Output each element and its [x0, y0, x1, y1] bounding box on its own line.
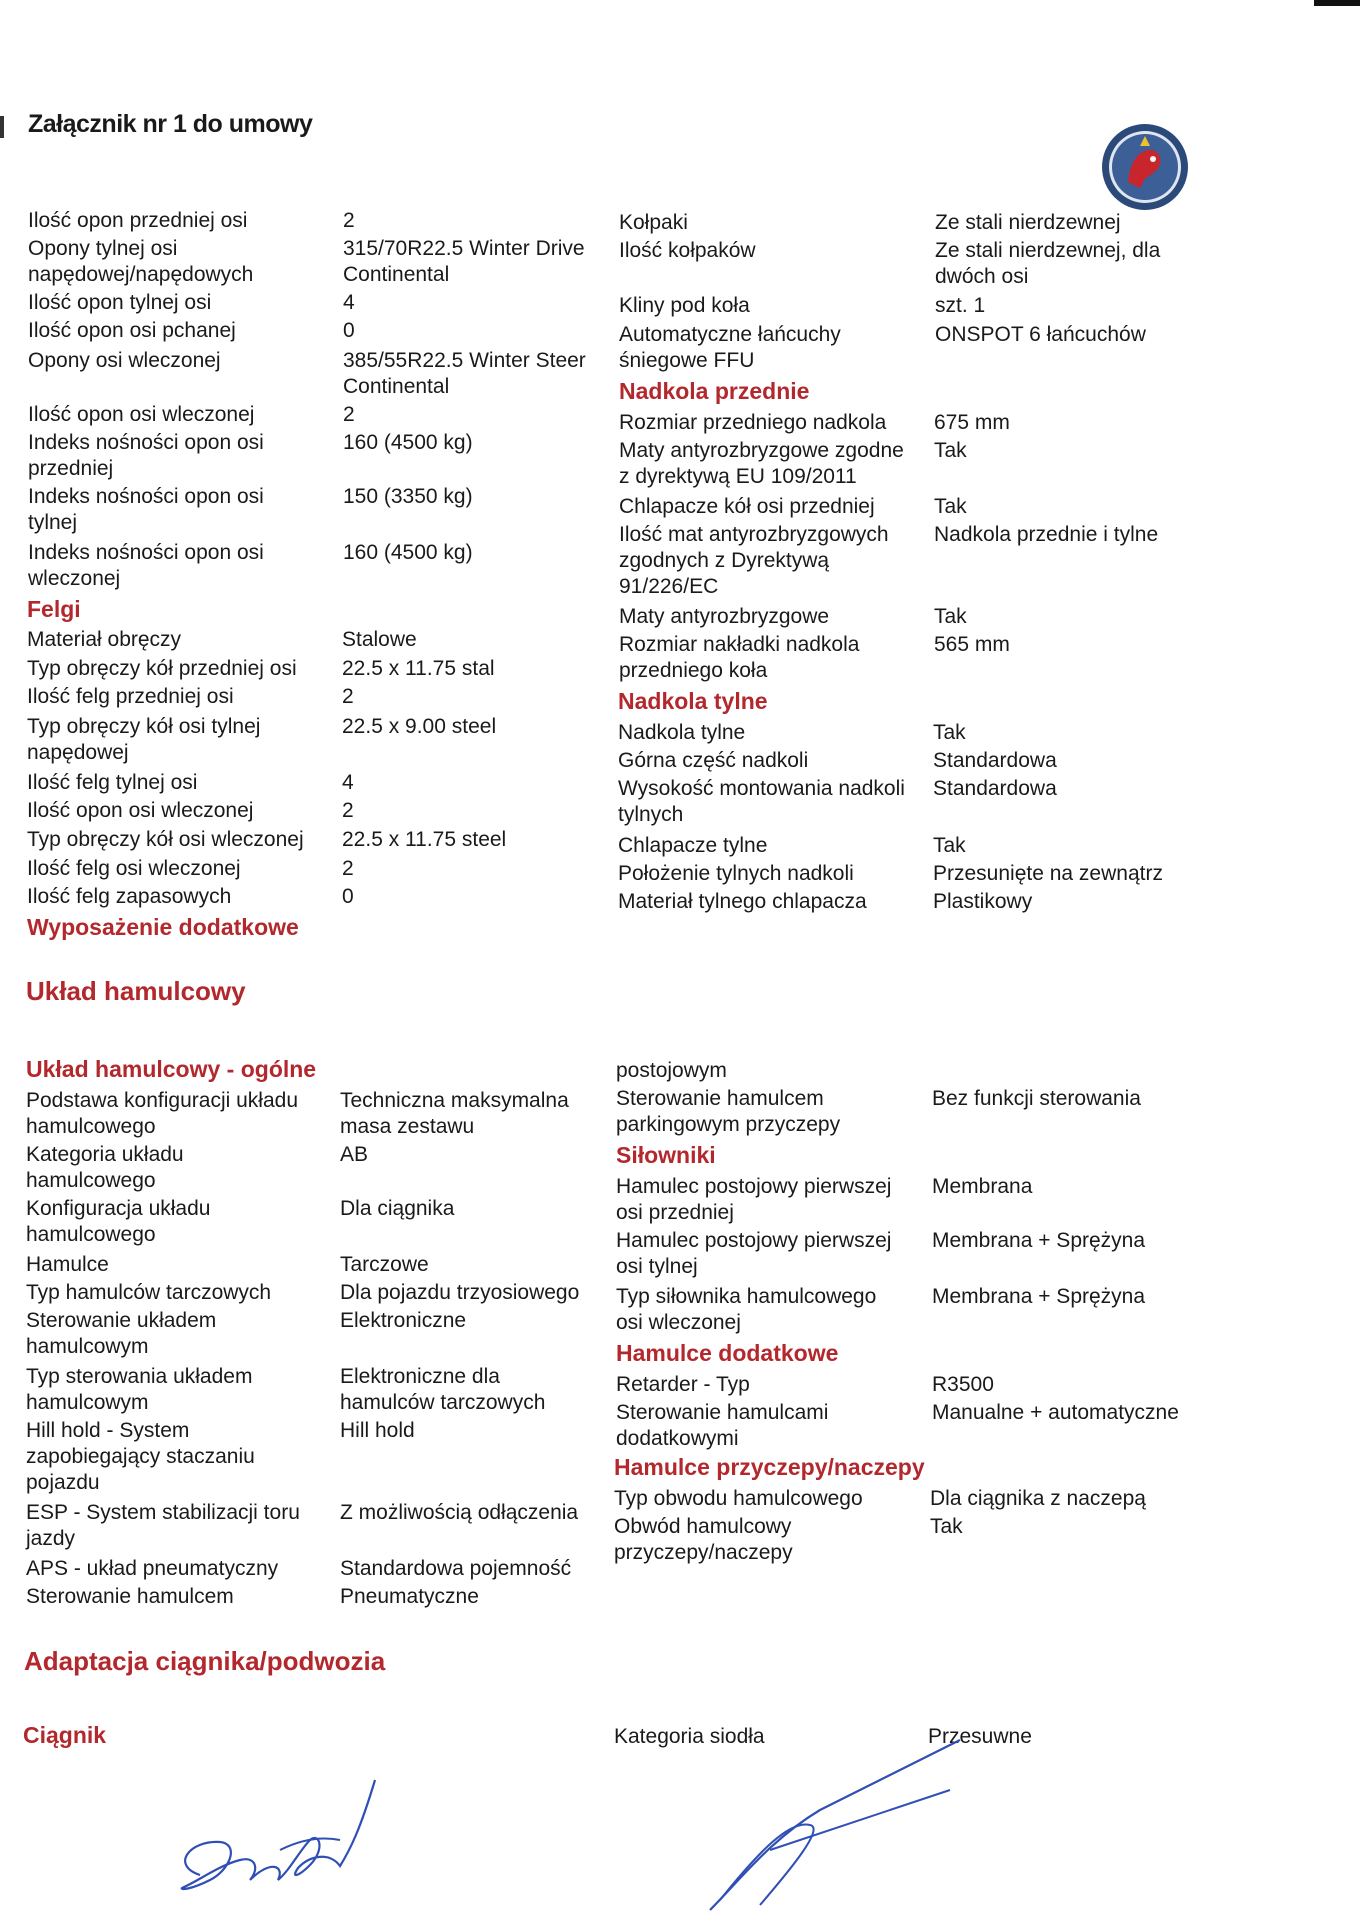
- rear-fender-row-value: Standardowa: [933, 777, 1057, 800]
- section-heading-felgi: Felgi: [27, 596, 81, 622]
- tire-row-label: Opony osi wleczonej: [28, 349, 221, 372]
- trailer-brake-row-label: Obwód hamulcowy: [614, 1515, 792, 1538]
- front-fender-row-label: Maty antyrozbryzgowe: [619, 605, 830, 628]
- equipment-row-value: Ze stali nierdzewnej, dla: [935, 239, 1161, 262]
- aux-brake-row-label: Retarder - Typ: [616, 1373, 750, 1396]
- tire-row-value: 160 (4500 kg): [343, 541, 473, 564]
- front-fender-row-label: Chlapacze kół osi przedniej: [619, 495, 875, 518]
- tire-row-value: Continental: [343, 263, 450, 286]
- equipment-row-label: Automatyczne łańcuchy: [619, 323, 841, 346]
- parking-brake-row-value: Bez funkcji sterowania: [932, 1087, 1141, 1110]
- brake-row-label: APS - układ pneumatyczny: [26, 1557, 279, 1580]
- brake-row-value: masa zestawu: [340, 1115, 475, 1138]
- front-fender-row-label: 91/226/EC: [619, 575, 719, 598]
- section-heading-nadkola-tylne: Nadkola tylne: [618, 688, 768, 714]
- brake-row-label: pojazdu: [26, 1471, 100, 1494]
- brake-row-label: Sterowanie układem: [26, 1309, 217, 1332]
- brake-row-label: Typ sterowania układem: [26, 1365, 253, 1388]
- front-fender-row-value: 565 mm: [934, 633, 1010, 656]
- front-fender-row-label: przedniego koła: [619, 659, 768, 682]
- tire-row-value: 160 (4500 kg): [343, 431, 473, 454]
- aux-brake-row-label: Sterowanie hamulcami: [616, 1401, 829, 1424]
- rear-fender-row-value: Tak: [933, 834, 966, 857]
- brake-row-label: Hill hold - System: [26, 1419, 190, 1442]
- equipment-row-value: Ze stali nierdzewnej: [935, 211, 1121, 234]
- rear-fender-row-label: Nadkola tylne: [618, 721, 746, 744]
- brake-row-label: hamulcowego: [26, 1169, 156, 1192]
- section-heading-adaptacja: Adaptacja ciągnika/podwozia: [24, 1646, 386, 1676]
- section-heading-uklad-hamulcowy: Układ hamulcowy: [26, 976, 246, 1006]
- parking-brake-row-label: Sterowanie hamulcem: [616, 1087, 824, 1110]
- brake-row-value: Pneumatyczne: [340, 1585, 479, 1608]
- front-fender-row-value: Nadkola przednie i tylne: [934, 523, 1159, 546]
- signature-icon: [700, 1730, 1000, 1920]
- rim-row-value: 22.5 x 9.00 steel: [342, 715, 497, 738]
- front-fender-row-label: zgodnych z Dyrektywą: [619, 549, 830, 572]
- brake-row-label: ESP - System stabilizacji toru: [26, 1501, 300, 1524]
- actuator-row-label: osi przedniej: [616, 1201, 734, 1224]
- equipment-row-value: dwóch osi: [935, 265, 1029, 288]
- tire-row-value: 2: [343, 209, 355, 232]
- front-fender-row-value: Tak: [934, 439, 967, 462]
- tire-row-label: Opony tylnej osi: [28, 237, 178, 260]
- brake-row-label: hamulcowym: [26, 1391, 149, 1414]
- trailer-brake-row-label: Typ obwodu hamulcowego: [614, 1487, 863, 1510]
- brake-row-value: Dla ciągnika: [340, 1197, 455, 1220]
- rim-row-value: 2: [342, 799, 354, 822]
- section-heading-nadkola-przednie: Nadkola przednie: [619, 378, 810, 404]
- parking-brake-row-label: parkingowym przyczepy: [616, 1113, 841, 1136]
- equipment-row-label: Ilość kołpaków: [619, 239, 756, 262]
- rear-fender-row-value: Przesunięte na zewnątrz: [933, 862, 1163, 885]
- rim-row-label: Ilość felg osi wleczonej: [27, 857, 241, 880]
- tire-row-value: 0: [343, 319, 355, 342]
- rear-fender-row-label: tylnych: [618, 803, 684, 826]
- tire-row-value: Continental: [343, 375, 450, 398]
- signature-icon: [160, 1770, 420, 1920]
- rear-fender-row-label: Położenie tylnych nadkoli: [618, 862, 854, 885]
- rim-row-value: 22.5 x 11.75 steel: [342, 828, 507, 851]
- brake-row-value: Techniczna maksymalna: [340, 1089, 569, 1112]
- brake-row-value: hamulców tarczowych: [340, 1391, 546, 1414]
- rim-row-value: Stalowe: [342, 628, 417, 651]
- brake-row-label: Typ hamulców tarczowych: [26, 1281, 272, 1304]
- actuator-row-value: Membrana + Sprężyna: [932, 1229, 1146, 1252]
- brake-row-value: Dla pojazdu trzyosiowego: [340, 1281, 580, 1304]
- tire-row-label: Indeks nośności opon osi: [28, 541, 264, 564]
- rim-row-label: Typ obręczy kół przedniej osi: [27, 657, 297, 680]
- section-heading-ciagnik: Ciągnik: [23, 1722, 107, 1748]
- brake-row-label: Podstawa konfiguracji układu: [26, 1089, 298, 1112]
- aux-brake-row-label: dodatkowymi: [616, 1427, 739, 1450]
- griffin-logo-icon: [1100, 122, 1190, 212]
- rim-row-label: Ilość felg tylnej osi: [27, 771, 198, 794]
- rim-row-value: 0: [342, 885, 354, 908]
- rear-fender-row-value: Plastikowy: [933, 890, 1033, 913]
- equipment-row-label: Kliny pod koła: [619, 294, 750, 317]
- section-heading-uklad-ogolne: Układ hamulcowy - ogólne: [26, 1056, 317, 1082]
- actuator-row-value: Membrana + Sprężyna: [932, 1285, 1146, 1308]
- tire-row-label: Ilość opon osi wleczonej: [28, 403, 255, 426]
- rim-row-label: Ilość opon osi wleczonej: [27, 799, 254, 822]
- section-heading-hamulce-przyczepy: Hamulce przyczepy/naczepy: [614, 1454, 925, 1480]
- tire-row-label: Ilość opon osi pchanej: [28, 319, 236, 342]
- brake-row-value: Tarczowe: [340, 1253, 429, 1276]
- brake-row-value: Z możliwością odłączenia: [340, 1501, 579, 1524]
- tire-row-label: wleczonej: [28, 567, 121, 590]
- equipment-row-label: Kołpaki: [619, 211, 688, 234]
- front-fender-row-label: Rozmiar przedniego nadkola: [619, 411, 887, 434]
- brake-row-label: hamulcowego: [26, 1223, 156, 1246]
- scan-edge-mark: [0, 116, 4, 138]
- brake-row-label: zapobiegający staczaniu: [26, 1445, 255, 1468]
- rear-fender-row-value: Standardowa: [933, 749, 1057, 772]
- rear-fender-row-label: Wysokość montowania nadkoli: [618, 777, 905, 800]
- section-heading-silowniki: Siłowniki: [616, 1142, 716, 1168]
- actuator-row-label: Hamulec postojowy pierwszej: [616, 1175, 892, 1198]
- brake-row-label: Kategoria układu: [26, 1143, 184, 1166]
- rim-row-label: Ilość felg przedniej osi: [27, 685, 234, 708]
- rim-row-value: 2: [342, 857, 354, 880]
- brake-row-label: Konfiguracja układu: [26, 1197, 211, 1220]
- brake-row-label: jazdy: [26, 1527, 76, 1550]
- rim-row-label: Typ obręczy kół osi tylnej: [27, 715, 261, 738]
- tire-row-label: przedniej: [28, 457, 114, 480]
- brake-row-value: Elektroniczne: [340, 1309, 467, 1332]
- trailer-brake-row-value: Tak: [930, 1515, 963, 1538]
- tire-row-value: 315/70R22.5 Winter Drive: [343, 237, 585, 260]
- front-fender-row-label: Rozmiar nakładki nadkola: [619, 633, 860, 656]
- brake-row-value: AB: [340, 1143, 369, 1166]
- front-fender-row-value: Tak: [934, 495, 967, 518]
- actuator-row-label: osi wleczonej: [616, 1311, 741, 1334]
- fifth-wheel-row-value: Przesuwne: [928, 1725, 1032, 1748]
- actuator-row-value: Membrana: [932, 1175, 1033, 1198]
- tire-row-label: Indeks nośności opon osi: [28, 431, 264, 454]
- trailer-brake-row-value: Dla ciągnika z naczepą: [930, 1487, 1146, 1510]
- rear-fender-row-label: Chlapacze tylne: [618, 834, 768, 857]
- tire-row-value: 4: [343, 291, 355, 314]
- page-title: Załącznik nr 1 do umowy: [28, 110, 313, 138]
- front-fender-row-label: Ilość mat antyrozbryzgowych: [619, 523, 889, 546]
- brake-row-label: Sterowanie hamulcem: [26, 1585, 234, 1608]
- brake-row-value: Hill hold: [340, 1419, 415, 1442]
- brake-row-value: Elektroniczne dla: [340, 1365, 500, 1388]
- equipment-row-label: śniegowe FFU: [619, 349, 755, 372]
- front-fender-row-label: Maty antyrozbryzgowe zgodne: [619, 439, 904, 462]
- rim-row-value: 2: [342, 685, 354, 708]
- rim-row-label: Ilość felg zapasowych: [27, 885, 232, 908]
- front-fender-row-value: 675 mm: [934, 411, 1010, 434]
- tire-row-label: napędowej/napędowych: [28, 263, 254, 286]
- rear-fender-row-value: Tak: [933, 721, 966, 744]
- actuator-row-label: osi tylnej: [616, 1255, 698, 1278]
- tire-row-label: Ilość opon przedniej osi: [28, 209, 248, 232]
- rim-row-label: napędowej: [27, 741, 129, 764]
- front-fender-row-label: z dyrektywą EU 109/2011: [619, 465, 857, 488]
- brake-row-label: Hamulce: [26, 1253, 109, 1276]
- aux-brake-row-value: Manualne + automatyczne: [932, 1401, 1179, 1424]
- tire-row-label: tylnej: [28, 511, 78, 534]
- rear-fender-row-label: Górna część nadkoli: [618, 749, 809, 772]
- rim-row-value: 22.5 x 11.75 stal: [342, 657, 495, 680]
- aux-brake-row-value: R3500: [932, 1373, 994, 1396]
- tire-row-value: 150 (3350 kg): [343, 485, 473, 508]
- rear-fender-row-label: Materiał tylnego chlapacza: [618, 890, 867, 913]
- tire-row-label: Indeks nośności opon osi: [28, 485, 264, 508]
- actuator-row-label: Typ siłownika hamulcowego: [616, 1285, 877, 1308]
- section-heading-wyposazenie: Wyposażenie dodatkowe: [27, 914, 299, 940]
- section-heading-hamulce-dodatkowe: Hamulce dodatkowe: [616, 1340, 839, 1366]
- trailer-brake-row-label: przyczepy/naczepy: [614, 1541, 793, 1564]
- rim-row-label: Materiał obręczy: [27, 628, 182, 651]
- scan-edge-mark: [1314, 0, 1360, 6]
- brake-row-label: hamulcowego: [26, 1115, 156, 1138]
- actuator-row-label: Hamulec postojowy pierwszej: [616, 1229, 892, 1252]
- brake-row-value: Standardowa pojemność: [340, 1557, 572, 1580]
- brake-row-label: postojowym: [616, 1059, 727, 1082]
- equipment-row-value: szt. 1: [935, 294, 986, 317]
- front-fender-row-value: Tak: [934, 605, 967, 628]
- rim-row-label: Typ obręczy kół osi wleczonej: [27, 828, 304, 851]
- equipment-row-value: ONSPOT 6 łańcuchów: [935, 323, 1146, 346]
- tire-row-label: Ilość opon tylnej osi: [28, 291, 212, 314]
- brake-row-label: hamulcowym: [26, 1335, 149, 1358]
- rim-row-value: 4: [342, 771, 354, 794]
- fifth-wheel-row-label: Kategoria siodła: [614, 1725, 765, 1748]
- tire-row-value: 385/55R22.5 Winter Steer: [343, 349, 586, 372]
- tire-row-value: 2: [343, 403, 355, 426]
